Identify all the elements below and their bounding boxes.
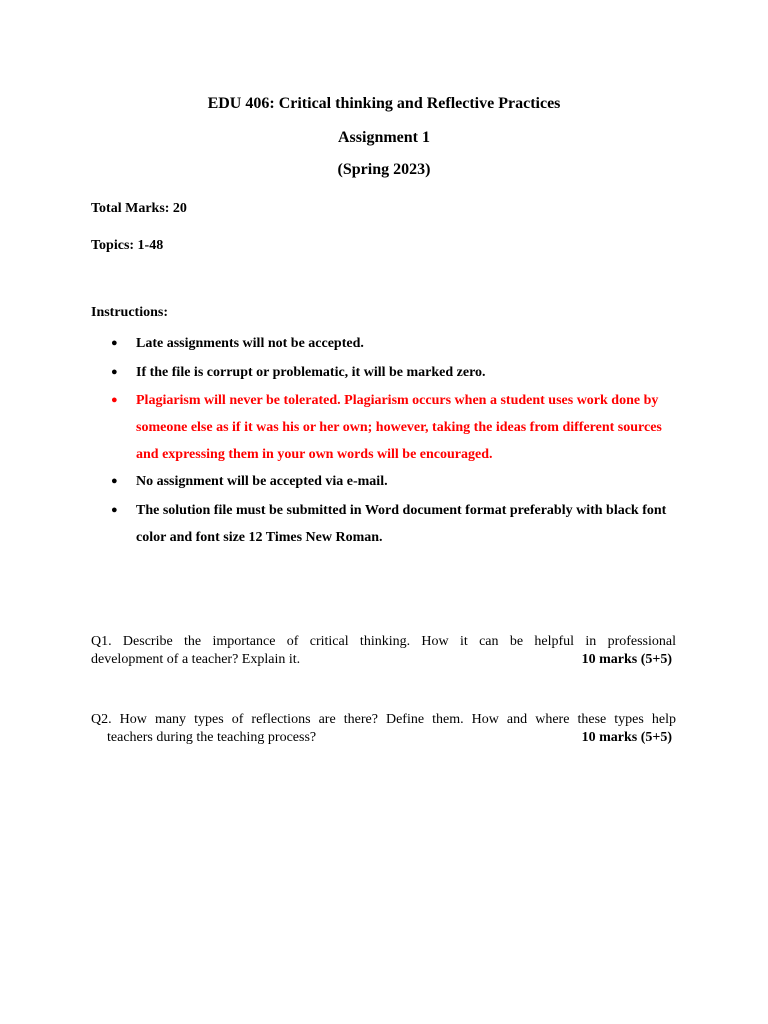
topics-range: Topics: 1-48 bbox=[91, 238, 164, 253]
question-marks: 10 marks (5+5) bbox=[581, 730, 672, 745]
question-text-line1: Q1. Describe the importance of critical thinking. How it can be helpful in professional bbox=[91, 634, 676, 649]
instruction-text: No assignment will be accepted via e-mail. bbox=[136, 474, 388, 489]
bullet-icon: ● bbox=[111, 475, 118, 487]
instruction-text: The solution file must be submitted in Word document format preferably with black font color and font size 12 Times New Roman. bbox=[136, 503, 667, 545]
instructions-heading: Instructions: bbox=[91, 305, 169, 320]
assignment-title: Assignment 1 bbox=[337, 129, 430, 146]
question-text-line2: development of a teacher? Explain it. bbox=[91, 652, 301, 667]
bullet-icon: ● bbox=[111, 394, 118, 406]
question-text-line2: teachers during the teaching process? bbox=[107, 730, 317, 745]
question-marks: 10 marks (5+5) bbox=[581, 652, 672, 667]
bullet-icon: ● bbox=[111, 504, 118, 516]
total-marks: Total Marks: 20 bbox=[91, 201, 187, 216]
instruction-text: Plagiarism will never be tolerated. Plagiarism occurs when a student uses work done by someone else as if it was his or her own; however, taking the ideas from different sources and expressing them in your own words will be encouraged. bbox=[136, 393, 662, 462]
question-text-line1: Q2. How many types of reflections are there? Define them. How and where these types help bbox=[91, 712, 676, 727]
instruction-text: Late assignments will not be accepted. bbox=[136, 336, 364, 351]
instruction-text: If the file is corrupt or problematic, it will be marked zero. bbox=[136, 365, 486, 380]
course-title: EDU 406: Critical thinking and Reflective Practices bbox=[207, 95, 561, 112]
bullet-icon: ● bbox=[111, 337, 118, 349]
semester-label: (Spring 2023) bbox=[337, 161, 431, 178]
bullet-icon: ● bbox=[111, 366, 118, 378]
